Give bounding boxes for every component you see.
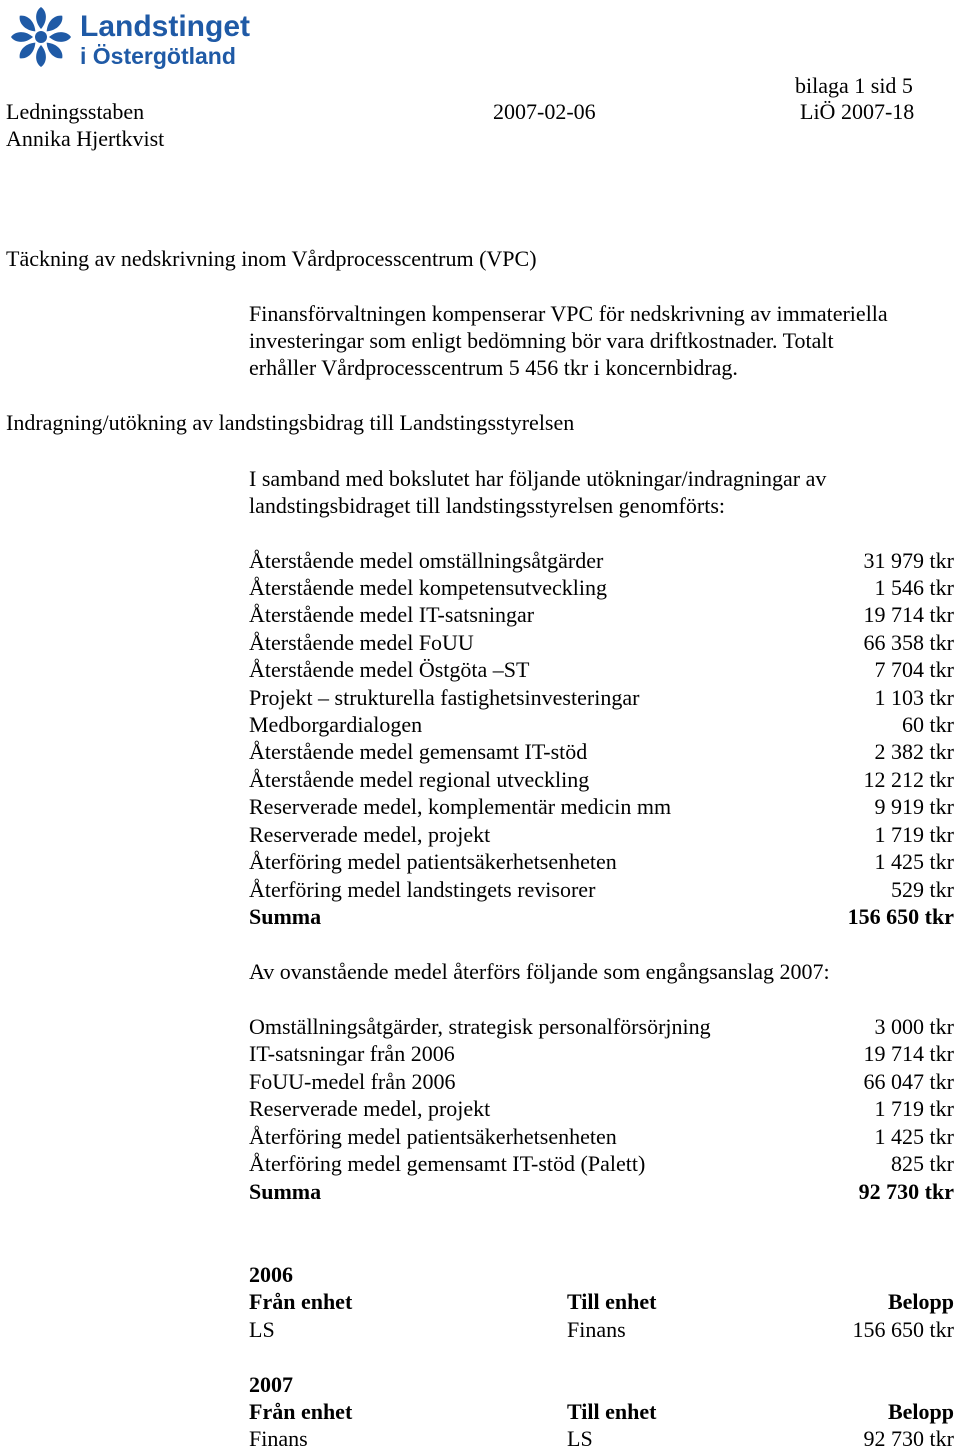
total-label: Summa <box>249 904 322 929</box>
item-label: Reserverade medel, komplementär medicin mm <box>249 794 672 819</box>
budget-item <box>249 766 954 793</box>
item-value: 3 000 tkr <box>874 1014 954 1039</box>
grant-item <box>249 1068 954 1095</box>
item-value: 66 358 tkr <box>863 630 954 655</box>
attachment-label: bilaga 1 sid 5 <box>795 73 913 98</box>
item-label: Återstående medel IT-satsningar <box>249 602 535 627</box>
item-value: 1 425 tkr <box>874 1124 954 1149</box>
budget-total-row <box>249 903 954 930</box>
item-label: Omställningsåtgärder, strategisk personalförsörjning <box>249 1014 711 1039</box>
transfer-header-row <box>249 1288 954 1315</box>
department: Ledningsstaben <box>6 99 145 124</box>
header-from-unit: Från enhet <box>249 1289 353 1314</box>
paragraph-line: Finansförvaltningen kompenserar VPC för nedskrivning av immateriella <box>249 301 888 326</box>
budget-item <box>249 547 954 574</box>
item-label: Återföring medel patientsäkerhetsenheten <box>249 849 617 874</box>
item-label: Återstående medel regional utveckling <box>249 767 590 792</box>
budget-item <box>249 656 954 683</box>
grant-item <box>249 1040 954 1067</box>
item-label: Reserverade medel, projekt <box>249 822 491 847</box>
budget-item <box>249 711 954 738</box>
grant-item <box>249 1095 954 1122</box>
item-label: Återföring medel patientsäkerhetsenheten <box>249 1124 617 1149</box>
grant-item <box>249 1150 954 1177</box>
budget-item <box>249 821 954 848</box>
total-label: Summa <box>249 1179 322 1204</box>
section-intro-landstingsbidrag <box>249 465 949 519</box>
transfer-header-row <box>249 1398 954 1425</box>
header-amount: Belopp <box>887 1399 954 1424</box>
item-label: Projekt – strukturella fastighetsinvesteringar <box>249 685 640 710</box>
from-unit: LS <box>249 1317 275 1342</box>
item-value: 1 719 tkr <box>874 1096 954 1121</box>
item-value: 19 714 tkr <box>863 602 954 627</box>
transfer-year-2006: 2006 <box>249 1262 293 1287</box>
paragraph-line: I samband med bokslutet har följande utökningar/indragningar av <box>249 466 827 491</box>
budget-item <box>249 629 954 656</box>
item-value: 66 047 tkr <box>863 1069 954 1094</box>
item-value: 60 tkr <box>902 712 954 737</box>
item-value: 1 546 tkr <box>874 575 954 600</box>
section-heading-landstingsbidrag: Indragning/utökning av landstingsbidrag till Landstingsstyrelsen <box>6 410 575 435</box>
item-value: 2 382 tkr <box>874 739 954 764</box>
paragraph-line: landstingsbidraget till landstingsstyrelsen genomförts: <box>249 493 725 518</box>
header-amount: Belopp <box>887 1289 954 1314</box>
budget-item <box>249 738 954 765</box>
logo-line1: Landstinget <box>80 10 250 43</box>
item-label: Reserverade medel, projekt <box>249 1096 491 1121</box>
item-label: Återföring medel gemensamt IT-stöd (Palett) <box>249 1151 646 1176</box>
to-unit: Finans <box>567 1317 626 1342</box>
item-value: 19 714 tkr <box>863 1041 954 1066</box>
section-paragraph-vpc <box>249 300 949 381</box>
item-label: Återstående medel kompetensutveckling <box>249 575 607 600</box>
item-value: 825 tkr <box>891 1151 954 1176</box>
item-label: Återstående medel omställningsåtgärder <box>249 548 604 573</box>
item-value: 529 tkr <box>891 877 954 902</box>
item-label: Medborgardialogen <box>249 712 423 737</box>
budget-item <box>249 684 954 711</box>
item-value: 1 103 tkr <box>874 685 954 710</box>
item-label: Återstående medel FoUU <box>249 630 474 655</box>
item-label: IT-satsningar från 2006 <box>249 1041 455 1066</box>
budget-item <box>249 876 954 903</box>
section-heading-vpc: Täckning av nedskrivning inom Vårdprocesscentrum (VPC) <box>6 246 537 271</box>
grant-total-row <box>249 1178 954 1205</box>
amount: 92 730 tkr <box>863 1426 954 1451</box>
to-unit: LS <box>567 1426 593 1451</box>
reference-number: LiÖ 2007-18 <box>800 99 915 124</box>
amount: 156 650 tkr <box>852 1317 954 1342</box>
header-to-unit: Till enhet <box>567 1399 657 1424</box>
from-unit: Finans <box>249 1426 308 1451</box>
transfer-row <box>249 1316 954 1343</box>
one-time-grant-intro: Av ovanstående medel återförs följande som engångsanslag 2007: <box>249 959 830 984</box>
item-value: 31 979 tkr <box>863 548 954 573</box>
item-label: Återstående medel Östgöta –ST <box>249 657 530 682</box>
document-date: 2007-02-06 <box>493 99 596 124</box>
budget-item <box>249 574 954 601</box>
flower-logo-icon <box>8 4 278 70</box>
header-from-unit: Från enhet <box>249 1399 353 1424</box>
header-to-unit: Till enhet <box>567 1289 657 1314</box>
paragraph-line: investeringar som enligt bedömning bör vara driftkostnader. Totalt <box>249 328 834 353</box>
paragraph-line: erhåller Vårdprocesscentrum 5 456 tkr i koncernbidrag. <box>249 355 738 380</box>
item-value: 7 704 tkr <box>874 657 954 682</box>
budget-item <box>249 601 954 628</box>
total-value: 92 730 tkr <box>858 1179 954 1204</box>
item-label: FoUU-medel från 2006 <box>249 1069 456 1094</box>
item-value: 12 212 tkr <box>863 767 954 792</box>
item-value: 1 719 tkr <box>874 822 954 847</box>
item-value: 1 425 tkr <box>874 849 954 874</box>
total-value: 156 650 tkr <box>847 904 954 929</box>
logo-line2: i Östergötland <box>80 43 236 69</box>
budget-item <box>249 793 954 820</box>
transfer-year-2007: 2007 <box>249 1372 293 1397</box>
item-label: Återstående medel gemensamt IT-stöd <box>249 739 588 764</box>
author: Annika Hjertkvist <box>6 126 165 151</box>
item-label: Återföring medel landstingets revisorer <box>249 877 596 902</box>
grant-item <box>249 1123 954 1150</box>
budget-item <box>249 848 954 875</box>
landstinget-logo <box>8 4 278 70</box>
item-value: 9 919 tkr <box>874 794 954 819</box>
grant-item <box>249 1013 954 1040</box>
